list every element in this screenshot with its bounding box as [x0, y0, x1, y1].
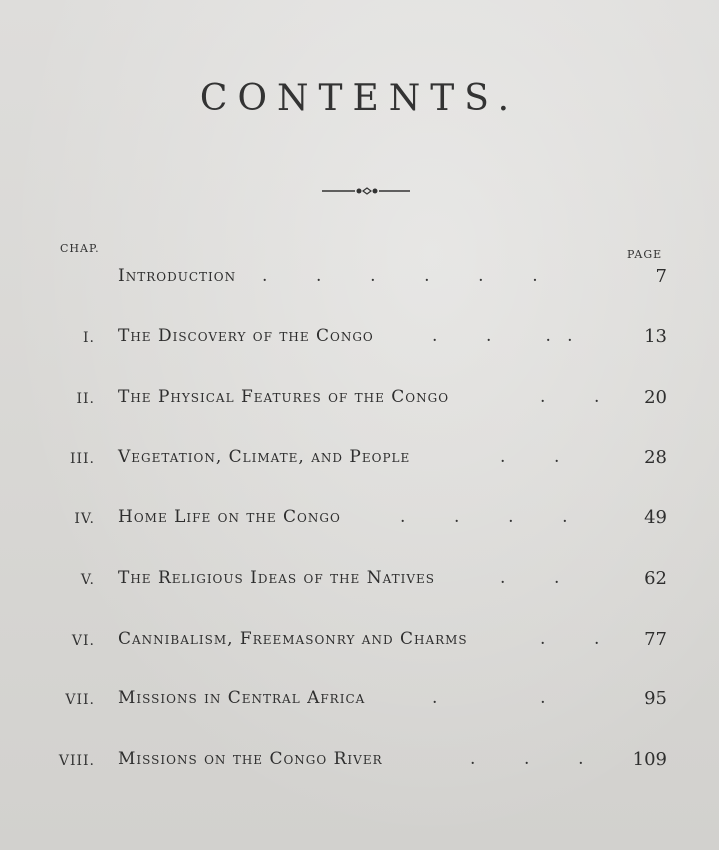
toc-entry-page: 13: [644, 326, 667, 347]
leader-dots: . .: [500, 568, 560, 588]
page-title: CONTENTS.: [199, 78, 520, 119]
toc-entry-chapter-2: [0, 385, 719, 415]
toc-entry-chapter-7: [0, 686, 719, 716]
toc-entry-chapter-4: [0, 505, 719, 535]
toc-entry-title: The Physical Features of the Congo: [118, 387, 450, 407]
toc-entry-chapter-1: [0, 324, 719, 354]
toc-entry-title: Introduction: [118, 266, 237, 286]
toc-entry-title: Vegetation, Climate, and People: [118, 447, 411, 467]
leader-dots: . .: [500, 447, 560, 467]
toc-entry-page: 28: [644, 447, 667, 468]
toc-entry-page: 20: [644, 387, 667, 408]
toc-entry-number: VIII.: [58, 753, 95, 769]
toc-entry-title: The Discovery of the Congo: [118, 326, 374, 346]
toc-entry-number: IV.: [74, 511, 95, 527]
toc-entry-page: 109: [632, 749, 667, 770]
toc-entry-page: 49: [644, 507, 667, 528]
toc-entry-page: 77: [644, 629, 667, 650]
toc-entry-chapter-3: [0, 445, 719, 475]
toc-entry-number: VI.: [71, 633, 95, 649]
leader-dots: . . . .: [400, 507, 568, 527]
page-header: PAGE: [627, 248, 663, 261]
toc-entry-title: The Religious Ideas of the Natives: [118, 568, 435, 588]
toc-entry-page: 7: [655, 266, 667, 287]
leader-dots: . .: [432, 688, 546, 708]
toc-entry-number: I.: [83, 330, 95, 346]
leader-dots: . . . .: [432, 326, 573, 346]
toc-entry-title: Missions in Central Africa: [118, 688, 366, 708]
divider-ornament: [322, 184, 410, 198]
toc-entry-page: 62: [644, 568, 667, 589]
toc-entry-chapter-6: [0, 627, 719, 657]
toc-entry-title: Cannibalism, Freemasonry and Charms: [118, 629, 468, 649]
leader-dots: . .: [540, 387, 600, 407]
toc-entry-introduction: [0, 264, 719, 294]
toc-entry-number: II.: [76, 391, 95, 407]
toc-entry-chapter-5: [0, 566, 719, 596]
toc-entry-chapter-8: [0, 747, 719, 777]
toc-entry-number: VII.: [65, 692, 95, 708]
toc-entry-title: Missions on the Congo River: [118, 749, 383, 769]
leader-dots: . .: [540, 629, 600, 649]
toc-entry-title: Home Life on the Congo: [118, 507, 341, 527]
toc-entry-page: 95: [644, 688, 667, 709]
leader-dots: . . . . . .: [262, 266, 538, 286]
chap-header: CHAP.: [60, 242, 100, 255]
leader-dots: . . .: [470, 749, 584, 769]
toc-entry-number: V.: [80, 572, 95, 588]
toc-entry-number: III.: [69, 451, 95, 467]
